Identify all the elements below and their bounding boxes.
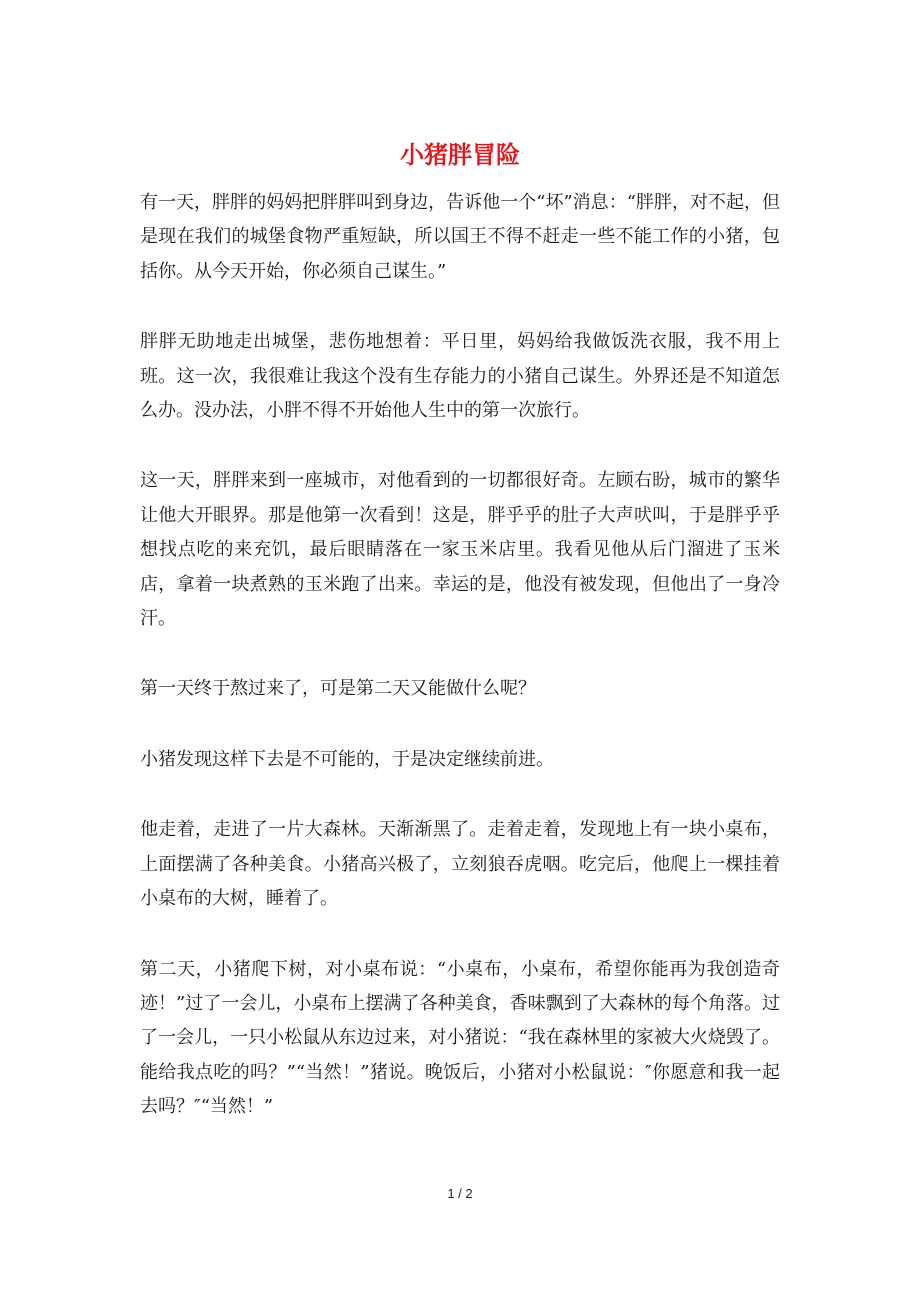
paragraph: 有一天，胖胖的妈妈把胖胖叫到身边，告诉他一个“坏”消息：“胖胖，对不起，但是现在我们的城堡食物严重短缺，所以国王不得不赶走一些不能工作的小猪，包括你。从今天开始，你必须自己谋生。” (140, 192, 780, 282)
paragraph: 第二天，小猪爬下树，对小桌布说：“小桌布，小桌布，希望你能再为我创造奇迹！”过了一会儿，小桌布上摆满了各种美食，香味飘到了大森林的每个角落。过了一会儿，一只小松鼠从东边过来，对小猪说：“我在森林里的家被大火烧毁了。能给我点吃的吗？”“当然！”猪说。晚饭后，小猪对小松鼠说：″你愿意和我一起去吗？″“当然！” (140, 958, 780, 1118)
paragraph: 他走着，走进了一片大森林。天渐渐黑了。走着走着，发现地上有一块小桌布，上面摆满了各种美食。小猪高兴极了，立刻狼吞虎咽。吃完后，他爬上一棵挂着小桌布的大树，睡着了。 (140, 819, 780, 910)
paragraph: 这一天，胖胖来到一座城市，对他看到的一切都很好奇。左顾右盼，城市的繁华让他大开眼界。那是他第一次看到！这是，胖乎乎的肚子大声吠叫，于是胖乎乎想找点吃的来充饥，最后眼睛落在一家玉米店里。我看见他从后门溜进了玉米店，拿着一块煮熟的玉米跑了出来。幸运的是，他没有被发现，但他出了一身冷汗。 (140, 470, 780, 630)
paragraph: 第一天终于熬过来了，可是第二天又能做什么呢？ (140, 678, 536, 700)
document-body (140, 186, 780, 1125)
paragraph: 胖胖无助地走出城堡，悲伤地想着：平日里，妈妈给我做饭洗衣服，我不用上班。这一次，我很难让我这个没有生存能力的小猪自己谋生。外界还是不知道怎么办。没办法，小胖不得不开始他人生中的第一次旅行。 (140, 331, 780, 422)
page-number: 1 / 2 (447, 1186, 473, 1201)
document-title: 小猪胖冒险 (400, 140, 520, 169)
paragraph: 小猪发现这样下去是不可能的，于是决定继续前进。 (140, 748, 554, 770)
